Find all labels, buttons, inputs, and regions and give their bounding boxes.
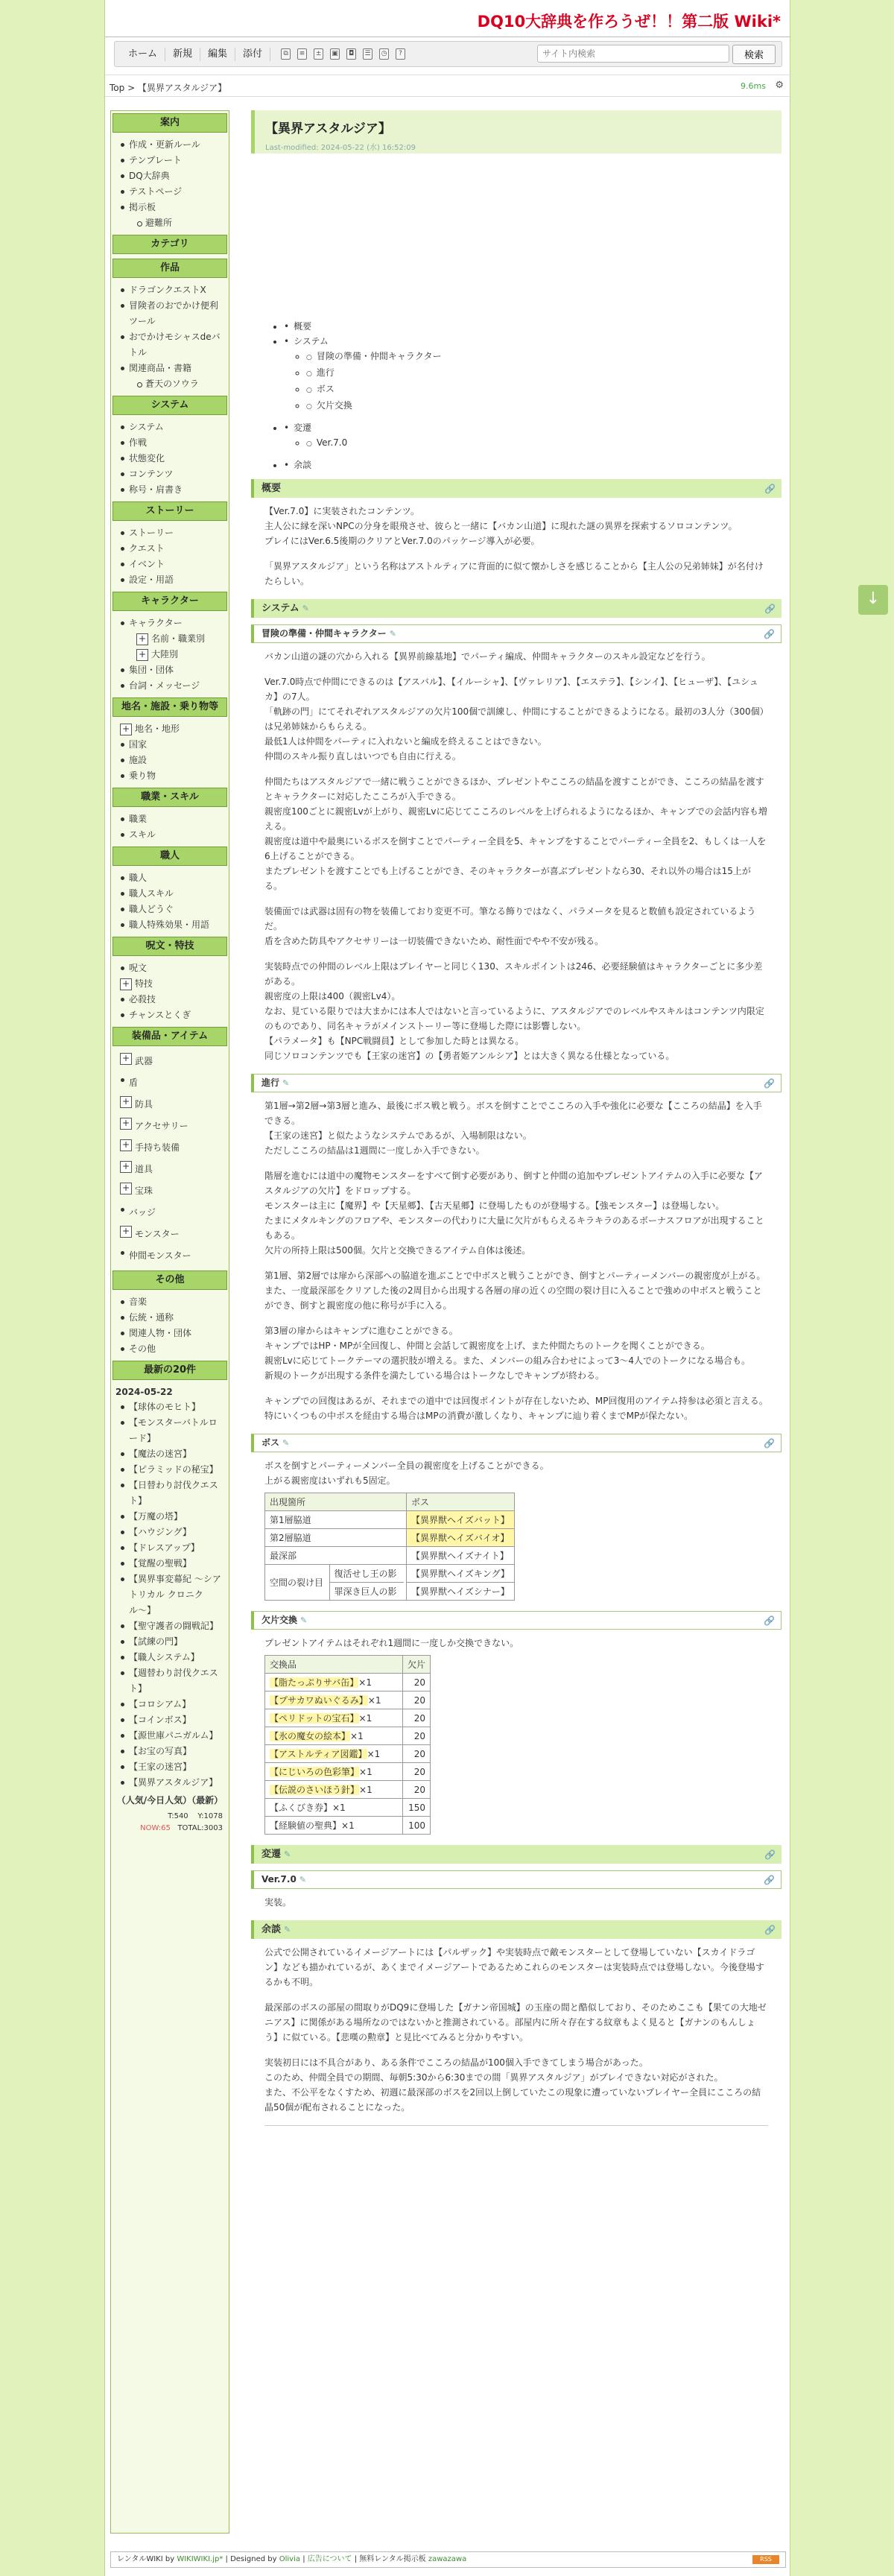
- copy-icon[interactable]: ⧉: [281, 48, 291, 60]
- counter-now: NOW:65: [140, 1824, 171, 1832]
- toolbar: [114, 41, 782, 67]
- item-link[interactable]: 【伝説のさいほう針】: [270, 1785, 360, 1795]
- page-wrapper: [104, 0, 790, 2576]
- misc-para: 実装初日には不具合があり、ある条件でこころの結晶が100個入手できてしまう場合があった。 このため、仲間全員での期間、毎朝5:30から6:30までの間「異界アスタルジア」がプレイできない対応がされた。 また、不公平をなくすため、初週に最深部のボスを2回以上倒していたこの現象に遭っていないプレイヤー全員にこころの結晶50個が配布されることになった。: [264, 2057, 761, 2113]
- lock-icon[interactable]: ◘: [346, 48, 356, 60]
- edit-icon[interactable]: ✎: [282, 1078, 290, 1088]
- misc-para: 最深部のボスの部屋の間取りがDQ9に登場した【ガナン帝国城】の玉座の間と酷似しており、そのためここも【果ての大地ゼニアス】に関係がある場所なのではないかと推測されている。部屋内に所々存在する紋章もよく見ると【ガナンのもんしょう】に似ている。【悲嘆の勲章】と見比べてみると分かりやすい。: [264, 2002, 767, 2042]
- footer-text: レンタルWIKI by: [117, 2555, 175, 2563]
- item-quantity: ×1: [350, 1731, 364, 1741]
- arrow-down-icon: ↓: [866, 589, 881, 608]
- sidebar-item[interactable]: ドラゴンクエストX: [120, 282, 224, 298]
- section-heading-ver70: Ver.7.0 ✎ 🔗: [251, 1870, 782, 1889]
- sidebar-heading-job: 職業・スキル: [112, 788, 227, 807]
- title-box: [251, 110, 782, 154]
- sidebar-item[interactable]: ストーリー: [120, 525, 224, 541]
- table-header: 交換品: [265, 1656, 403, 1674]
- sidebar-item[interactable]: DQ大辞典: [120, 168, 224, 184]
- sidebar-item[interactable]: 仲間モンスター: [120, 1245, 224, 1267]
- toc-subitem[interactable]: ○ ◦ ボス: [306, 382, 782, 398]
- footer-link[interactable]: WIKIWIKI.jp*: [177, 2555, 224, 2563]
- sidebar-item[interactable]: 関連商品・書籍: [120, 361, 224, 376]
- recent-item[interactable]: 【魔法の迷宮】: [120, 1446, 224, 1462]
- sidebar-item[interactable]: 作成・更新ルール: [120, 137, 224, 153]
- misc-para: 公式で公開されているイメージアートには【パルザック】や実装時点で敵モンスターとして登場していない【スカイドラゴン】なども描かれているが、あくまでイメージアートであるためこれらのモンスターは実装時点では登場しない。今後登場するかも不明。: [264, 1947, 764, 1987]
- recent-item[interactable]: 【週替わり討伐クエスト】: [120, 1665, 224, 1697]
- table-row: 空間の裂け目 復活せし王の影 罪深き巨人の影 【異界獣ヘイズキング】 【異界獣ヘイズシナー】: [265, 1565, 515, 1601]
- search-button[interactable]: 検索: [732, 45, 776, 64]
- sidebar-item[interactable]: 設定・用語: [120, 572, 224, 588]
- edit-icon[interactable]: ✎: [300, 1615, 308, 1625]
- sidebar-expand-item[interactable]: + 武器: [120, 1051, 224, 1072]
- site-title[interactable]: DQ10大辞典を作ろうぜ！！第二版 Wiki*: [477, 13, 781, 31]
- render-time: 9.6ms: [741, 81, 766, 91]
- table-row: [265, 1674, 431, 1692]
- sidebar-item[interactable]: システム: [120, 420, 224, 435]
- gear-icon[interactable]: ⚙: [775, 80, 784, 91]
- list-icon[interactable]: ☰: [363, 48, 372, 60]
- item-quantity: ×1: [358, 1713, 372, 1724]
- toolbar-icon-group: [281, 48, 405, 60]
- table-header: ボス: [407, 1493, 515, 1511]
- table-row: [265, 1692, 431, 1709]
- breadcrumb[interactable]: Top > 【異界アスタルジア】: [110, 83, 227, 93]
- recent-item[interactable]: 【異界事変幕紀 〜シアトリカル クロニクル〜】: [120, 1572, 224, 1618]
- item-quantity: ×1: [341, 1820, 355, 1831]
- sidebar-item[interactable]: 施設: [120, 753, 224, 768]
- sidebar-heading-equip: 装備品・アイテム: [112, 1027, 227, 1046]
- sidebar-item[interactable]: 称号・肩書き: [120, 482, 224, 498]
- sidebar-item[interactable]: 台詞・メッセージ: [120, 678, 224, 694]
- table-row: [265, 1745, 431, 1763]
- sidebar-heading-info: 案内: [112, 113, 227, 133]
- sidebar-expand-item[interactable]: + 手持ち装備: [120, 1137, 224, 1159]
- table-header: 欠片: [403, 1656, 431, 1674]
- page-title: 【異界アスタルジア】: [265, 121, 391, 136]
- recent-item[interactable]: 【日替わり討伐クエスト】: [120, 1478, 224, 1509]
- sidebar-subitem[interactable]: 蒼天のソウラ: [136, 376, 224, 392]
- sidebar-item[interactable]: 職人スキル: [120, 886, 224, 902]
- progress-para: 階層を進むには道中の魔物モンスターをすべて倒す必要があり、倒すと仲間の追加やプレゼントアイテムの入手に必要な【アスタルジアの欠片】をドロップする。 モンスターは主に【魔界】や【天星郷】、【古天星郷】に登場したものが登場する。【強モンスター】は登場しない。 たまにメタルキングのフロアや、モンスターの代わりに大量に欠片がもらえるキラキラのあるボーナスフロアが出現することもある。 欠片の所持上限は500個。欠片と交換できるアイテム自体は後述。: [264, 1171, 764, 1256]
- sidebar-expand-item[interactable]: + アクセサリー: [120, 1115, 224, 1137]
- toc-item[interactable]: • • システム: [284, 334, 782, 349]
- link-icon[interactable]: 🔗: [764, 1078, 775, 1089]
- recent-item[interactable]: 【球体のモヒト】: [120, 1399, 224, 1415]
- history-text: 実装。: [264, 1897, 292, 1908]
- recent-item[interactable]: 【試練の門】: [120, 1634, 224, 1650]
- last-modified: Last-modified: 2024-05-22 (水) 16:52:09: [265, 144, 416, 152]
- item-cost: 20: [403, 1692, 431, 1709]
- table-of-contents: [251, 319, 782, 472]
- prep-text: バカン山道の謎の穴から入れる【異界前線基地】でパーティ編成、仲間キャラクターのスキル設定などを行う。: [264, 651, 711, 662]
- sidebar-item[interactable]: テンプレート: [120, 153, 224, 168]
- footer-link[interactable]: Olivia: [279, 2555, 300, 2563]
- recent-item[interactable]: 【コロシアム】: [120, 1697, 224, 1712]
- table-row: [265, 1781, 431, 1799]
- recent-item[interactable]: 【職人システム】: [120, 1650, 224, 1665]
- sidebar-item[interactable]: 冒険者のおでかけ便利ツール: [120, 298, 224, 329]
- sidebar-heading-story: ストーリー: [112, 501, 227, 521]
- toc-subitem[interactable]: ○ ◦ 欠片交換: [306, 398, 782, 414]
- progress-para: 第1層、第2層では扉から深部への脇道を進ぶことで中ボスと戦うことができ、倒すとパーティーメンバーの親密度が上がる。 また、一度最深部をクリアした後の2周目から出現する各層の扉の近くの空間の裂け目に入ることで強めの中ボスと戦うことができ、倒すと親密度の他に称号が手に入る。: [264, 1270, 766, 1311]
- prep-para: 装備面では武器は固有の物を装備しており変更不可。筆なる飾りではなく、パラメータを見ると数値も設定されているようだ。 盾を含めた防具やアクセサリーは一切装備できないため、耐性面でやや不安が残る。: [264, 906, 756, 946]
- backup-icon[interactable]: ▣: [330, 48, 340, 60]
- recent-item[interactable]: 【ハウジング】: [120, 1525, 224, 1540]
- item-link[interactable]: 【経験値の聖典】: [270, 1820, 342, 1831]
- item-link[interactable]: 【ふくびき券】: [270, 1803, 333, 1813]
- section-heading-overview: 概要 🔗: [251, 479, 782, 498]
- footer-text: |: [302, 2555, 305, 2563]
- item-cost: 20: [403, 1709, 431, 1727]
- table-row: 第2層脇道 【異界獣ヘイズバイオ】: [265, 1529, 515, 1547]
- shard-table: [264, 1655, 431, 1835]
- sidebar-item[interactable]: 状態変化: [120, 451, 224, 466]
- item-cost: 20: [403, 1763, 431, 1781]
- recent-list: [111, 1399, 229, 1792]
- home-button[interactable]: ホーム: [121, 48, 165, 61]
- item-cost: 20: [403, 1727, 431, 1745]
- counter: [111, 1808, 229, 1838]
- edit-icon[interactable]: ✎: [284, 1925, 291, 1934]
- item-link[interactable]: 【アストルティア図鑑】: [270, 1749, 367, 1759]
- edit-icon[interactable]: ✎: [299, 1875, 307, 1884]
- link-icon[interactable]: 🔗: [764, 1849, 776, 1860]
- main-content: [251, 110, 782, 2126]
- toc-item[interactable]: • • 変遷: [284, 420, 782, 435]
- boss-table: [264, 1493, 515, 1601]
- sidebar-item[interactable]: バッジ: [120, 1202, 224, 1224]
- recent-item[interactable]: 【万魔の塔】: [120, 1509, 224, 1525]
- new-button[interactable]: 新規: [165, 48, 200, 61]
- sidebar-item[interactable]: 関連人物・団体: [120, 1326, 224, 1341]
- section-heading-progress: 進行 ✎ 🔗: [251, 1074, 782, 1092]
- shard-text: プレゼントアイテムはそれぞれ1週間に一度しか交換できない。: [264, 1638, 519, 1648]
- sidebar: [110, 110, 229, 2534]
- item-quantity: ×1: [358, 1677, 372, 1688]
- prep-para: 仲間たちはアスタルジアで一緒に戦うことができるほか、プレゼントやこころの結晶を渡すことができ、こころの結晶を渡すとキャラクターに対応したこころが入手できる。 親密度100ごとに親密Lvが上がり、親密Lvに応じてこころのレベルを上げられるようになるほか、キャンプでの会話内容も増える。 親密度は道中や最奥にいるボスを倒すことでパーティー全員を5、キャンプをすることでパーティー全員を2、もしくは一人を6上げることができる。 またプレゼントを渡すことでも上げることができ、そのキャラクターが喜ぶプレゼントなら30、それ以外の場合は15上がる。: [264, 776, 767, 891]
- item-quantity: ×1: [367, 1695, 381, 1706]
- sidebar-heading-work: 作品: [112, 259, 227, 278]
- footer-link[interactable]: 広告について: [307, 2555, 352, 2563]
- progress-para: 第3層の扉からはキャンプに進むことができる。 キャンプではHP・MPが全回復し、仲間と会話して親密度を上げ、また仲間たちのトークを聞くことができる。 親密Lvに応じてトークテーマの選択肢が増える。また、メンバーの組み合わせによって3〜4人でのトークになる場合も。 新規のトークが出現する条件を満たしている場合はトークなしでキャンプが終わる。: [264, 1326, 750, 1381]
- sidebar-heading-category: カテゴリ: [112, 235, 227, 254]
- counter-total: TOTAL:3003: [177, 1824, 223, 1832]
- sidebar-heading-place: 地名・施設・乗り物等: [112, 697, 227, 717]
- counter-today: T:540: [168, 1812, 188, 1820]
- sidebar-expand-item[interactable]: + 地名・地形: [120, 721, 224, 737]
- sidebar-item[interactable]: 必殺技: [120, 992, 224, 1007]
- recent-item[interactable]: 【源世庫パニガルム】: [120, 1728, 224, 1744]
- footer-text: | Designed by: [225, 2555, 277, 2563]
- sidebar-item[interactable]: クエスト: [120, 541, 224, 557]
- table-row: 最深部 【異界獣ヘイズナイト】: [265, 1547, 515, 1565]
- sidebar-expand-item[interactable]: + 防具: [120, 1094, 224, 1115]
- link-icon[interactable]: 🔗: [764, 1438, 775, 1449]
- table-row: [265, 1709, 431, 1727]
- prep-para: Ver.7.0時点で仲間にできるのは【アスバル】、【イルーシャ】、【ヴァレリア】、【エステラ】、【シンイ】、【ヒューザ】、【ユシュカ】の7人。 「軌跡の門」にてそれぞれアスタルジアの欠片100個で訓練し、仲間にすることができるようになる。最初の3人分（300個）は兄弟姉妹からもらえる。 最低1人は仲間をパーティに入れないと編成を終えることはできない。 仲間のスキル振り直しはいつでも自由に行える。: [264, 677, 764, 762]
- recent-links[interactable]: （人気/今日人気）（最新）: [116, 1795, 224, 1806]
- item-link[interactable]: 【脂たっぷりサバ缶】: [270, 1677, 359, 1688]
- diff-icon[interactable]: ±: [314, 48, 323, 60]
- link-icon[interactable]: 🔗: [764, 1615, 775, 1626]
- recent-date: 2024-05-22: [115, 1387, 173, 1397]
- sidebar-item[interactable]: 職人どうぐ: [120, 902, 224, 917]
- sidebar-item[interactable]: イベント: [120, 557, 224, 572]
- sidebar-expand-item[interactable]: + 道具: [120, 1159, 224, 1180]
- item-quantity: ×1: [359, 1785, 372, 1795]
- recent-icon[interactable]: ◷: [379, 48, 389, 60]
- sidebar-item[interactable]: 盾: [120, 1072, 224, 1094]
- sidebar-item[interactable]: 職人: [120, 870, 224, 886]
- breadcrumb-bar: [105, 75, 791, 97]
- item-link[interactable]: 【氷の魔女の絵本】: [270, 1731, 351, 1741]
- section-heading-history: 変遷 ✎ 🔗: [251, 1845, 782, 1864]
- sidebar-item[interactable]: 乗り物: [120, 768, 224, 784]
- item-cost: 150: [403, 1799, 431, 1817]
- sidebar-item[interactable]: 掲示板: [120, 200, 224, 215]
- recent-item[interactable]: 【コインボス】: [120, 1712, 224, 1728]
- sidebar-item[interactable]: コンテンツ: [120, 466, 224, 482]
- sidebar-item[interactable]: 職人特殊効果・用語: [120, 917, 224, 933]
- toc-subitem[interactable]: ○ ◦ Ver.7.0: [306, 435, 782, 452]
- counter-yesterday: Y:1078: [197, 1812, 223, 1820]
- edit-icon[interactable]: ✎: [389, 629, 396, 639]
- search-form: [537, 45, 776, 64]
- item-cost: 100: [403, 1817, 431, 1835]
- section-heading-prep: 冒険の準備・仲間キャラクター ✎ 🔗: [251, 624, 782, 643]
- sidebar-item[interactable]: 集団・団体: [120, 662, 224, 678]
- overview-text: 【Ver.7.0】に実装されたコンテンツ。 主人公に縁を深いNPCの分身を眼飛させ、彼らと一緒に【バカン山道】に現れた謎の異界を探索するソロコンテンツ。 プレイにはVer.6.5後期のクリアとVer.7.0のパッケージ導入が必要。: [264, 506, 738, 546]
- toc-subitem[interactable]: ○ ◦ 冒険の準備・仲間キャラクター: [306, 349, 782, 365]
- link-icon[interactable]: 🔗: [764, 629, 775, 639]
- recent-item[interactable]: 【聖守護者の闘戦記】: [120, 1618, 224, 1634]
- table-row: [265, 1727, 431, 1745]
- item-quantity: ×1: [332, 1803, 346, 1813]
- toc-item[interactable]: • • 余談: [284, 458, 782, 472]
- item-quantity: ×1: [367, 1749, 381, 1759]
- link-icon[interactable]: 🔗: [764, 604, 776, 614]
- table-header: 出現箇所: [265, 1493, 407, 1511]
- recent-item[interactable]: 【ピラミッドの秘宝】: [120, 1462, 224, 1478]
- overview-text-2: 「異界アスタルジア」という名称はアストルティアに背面的に似て懐かしさを感じることから【主人公の兄弟姉妹】が名付けたらしい。: [264, 561, 764, 586]
- sidebar-item[interactable]: 音楽: [120, 1294, 224, 1310]
- sidebar-heading-recent: 最新の20件: [112, 1361, 227, 1380]
- recent-item[interactable]: 【お宝の写真】: [120, 1744, 224, 1759]
- item-quantity: ×1: [359, 1767, 372, 1777]
- edit-button[interactable]: 編集: [200, 48, 235, 61]
- footer-text: | 無料レンタル掲示板: [354, 2555, 426, 2563]
- prep-para: 実装時点での仲間のレベル上限はプレイヤーと同じく130、スキルポイントは246、必要経験値はキャラクターごとに多少差がある。 親密度の上限は400（親密Lv4）。 なお、見ている限りでは大まかには本人ではないと言っているように、アスタルジアでのレベルやスキルはコンテンツ内限定のものであり、同名キャラがメインストーリー等に登場した際には影響しない。 【パラメータ】も【NPC戦闘員】として参加した時とは異なる。 同じソロコンテンツでも【王家の迷宮】の【勇者姫アンルシア】とは大きく異なる仕様となっている。: [264, 961, 764, 1061]
- recent-item[interactable]: 【王家の迷宮】: [120, 1759, 224, 1775]
- edit-icon[interactable]: ✎: [284, 1849, 291, 1859]
- sidebar-heading-craft: 職人: [112, 846, 227, 866]
- sidebar-heading-character: キャラクター: [112, 592, 227, 611]
- help-icon[interactable]: ?: [396, 48, 405, 60]
- toc-item[interactable]: • • 概要: [284, 319, 782, 334]
- sidebar-heading-system: システム: [112, 396, 227, 415]
- section-heading-misc: 余談 ✎ 🔗: [251, 1920, 782, 1939]
- sidebar-expand-item[interactable]: + 大陸別: [136, 647, 224, 662]
- sidebar-expand-item[interactable]: + 名前・職業別: [136, 631, 224, 647]
- item-cost: 20: [403, 1745, 431, 1763]
- page-icon[interactable]: ≡: [297, 48, 307, 60]
- sidebar-item[interactable]: 作戦: [120, 435, 224, 451]
- item-cost: 20: [403, 1674, 431, 1692]
- link-icon[interactable]: 🔗: [764, 484, 776, 494]
- table-row: [265, 1763, 431, 1781]
- item-link[interactable]: 【ペリドットの宝石】: [270, 1713, 359, 1724]
- sidebar-item[interactable]: その他: [120, 1341, 224, 1357]
- link-icon[interactable]: 🔗: [764, 1925, 776, 1935]
- recent-item[interactable]: 【覚醒の聖戦】: [120, 1556, 224, 1572]
- scroll-down-button[interactable]: [858, 585, 888, 615]
- section-heading-system: システム ✎ 🔗: [251, 599, 782, 618]
- toc-subitem[interactable]: ○ ◦ 進行: [306, 365, 782, 382]
- table-row: [265, 1799, 431, 1817]
- table-row: [265, 1817, 431, 1835]
- section-heading-boss: ボス ✎ 🔗: [251, 1434, 782, 1452]
- item-link[interactable]: 【プサカワぬいぐるみ】: [270, 1695, 368, 1706]
- sidebar-heading-other: その他: [112, 1270, 227, 1290]
- site-banner: [105, 0, 790, 37]
- recent-item[interactable]: 【ドレスアップ】: [120, 1540, 224, 1556]
- sidebar-item[interactable]: 呪文: [120, 961, 224, 976]
- attach-button[interactable]: 添付: [235, 48, 270, 61]
- progress-para: 第1層→第2層→第3層と進み、最後にボス戦と戦う。ボスを倒すことでこころの入手や強化に必要な【こころの結晶】を入手できる。 【王家の迷宮】と似たようなシステムであるが、入場制限はない。 ただしこころの結晶は1週間に一度しか入手できない。: [264, 1101, 762, 1156]
- footer: [110, 2551, 786, 2568]
- sidebar-item[interactable]: テストページ: [120, 184, 224, 200]
- sidebar-item[interactable]: チャンスとくぎ: [120, 1007, 224, 1023]
- sidebar-item[interactable]: スキル: [120, 827, 224, 843]
- table-row: 第1層脇道 【異界獣ヘイズバット】: [265, 1511, 515, 1529]
- recent-item[interactable]: 【モンスターバトルロード】: [120, 1415, 224, 1446]
- item-link[interactable]: 【にじいろの色彩筆】: [270, 1767, 360, 1777]
- sidebar-item[interactable]: キャラクター: [120, 615, 224, 631]
- divider: [264, 2125, 768, 2126]
- sidebar-heading-spell: 呪文・特技: [112, 937, 227, 956]
- sidebar-expand-item[interactable]: + 宝珠: [120, 1180, 224, 1202]
- sidebar-item[interactable]: 国家: [120, 737, 224, 753]
- sidebar-item[interactable]: 職業: [120, 811, 224, 827]
- sidebar-expand-item[interactable]: + モンスター: [120, 1224, 224, 1245]
- boss-text: ボスを倒すとパーティーメンバー全員の親密度を上げることができる。 上がる親密度はいずれも5固定。: [264, 1461, 549, 1486]
- sidebar-expand-item[interactable]: + 特技: [120, 976, 224, 992]
- link-icon[interactable]: 🔗: [764, 1875, 775, 1885]
- edit-icon[interactable]: ✎: [302, 604, 309, 613]
- footer-link[interactable]: zawazawa: [428, 2555, 467, 2563]
- recent-item[interactable]: 【異界アスタルジア】: [120, 1775, 224, 1791]
- sidebar-subitem[interactable]: 避難所: [136, 215, 224, 231]
- progress-para: キャンプでの回復はあるが、それまでの道中では回復ポイントが存在しないため、MP回復用のアイテム持参は必須と言える。 特にいくつもの中ボスを経由する場合はMPの消費が激しくなり、キャンプに辿り着くまでMPが保たない。: [264, 1396, 768, 1421]
- search-input[interactable]: [537, 45, 729, 63]
- item-cost: 20: [403, 1781, 431, 1799]
- sidebar-item[interactable]: 伝統・通称: [120, 1310, 224, 1326]
- edit-icon[interactable]: ✎: [282, 1438, 290, 1448]
- section-heading-shard: 欠片交換 ✎ 🔗: [251, 1611, 782, 1630]
- sidebar-item[interactable]: おでかけモシャスdeバトル: [120, 329, 224, 361]
- rss-badge[interactable]: RSS: [752, 2555, 779, 2564]
